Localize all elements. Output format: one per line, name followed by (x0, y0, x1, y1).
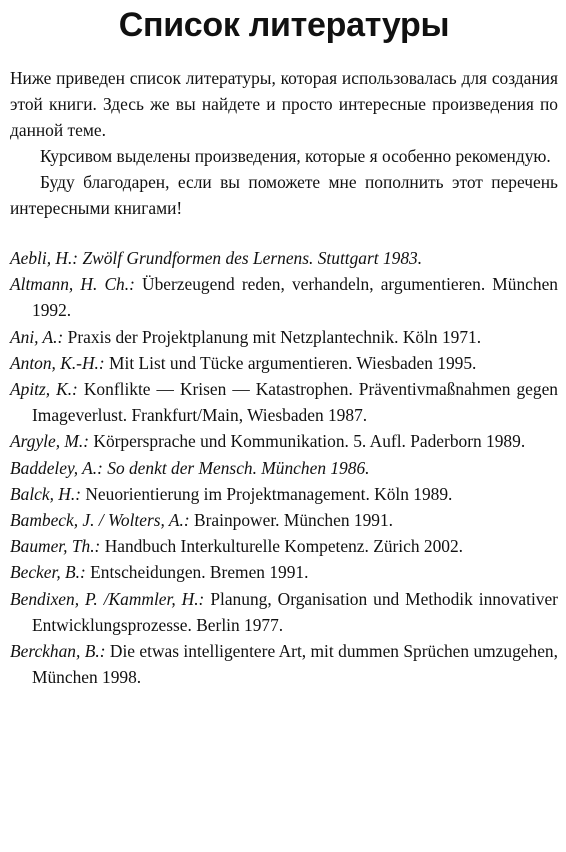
intro-paragraph: Курсивом выделены произведения, которые я особенно рекомендую. (40, 146, 551, 166)
reference-title: Überzeugend reden, verhandeln, argumentieren. München 1992. (32, 274, 558, 321)
reference-author: Anton, K.-H.: (10, 352, 105, 373)
reference-item (10, 245, 558, 271)
reference-item (10, 586, 558, 638)
reference-author: Becker, B.: (10, 562, 86, 583)
reference-title: Die etwas intelligentere Art, mit dummen Sprüchen umzugehen, München 1998. (32, 641, 558, 688)
reference-title: Neuorientierung im Projektmanagement. Köln 1989. (85, 483, 453, 504)
reference-item (10, 324, 558, 350)
reference-item (10, 533, 558, 559)
reference-item (10, 428, 558, 454)
book-page (10, 0, 558, 690)
reference-title: Konflikte — Krisen — Katastrophen. Präventivmaßnahmen gegen Imageverlust. Frankfurt/Main, Wiesbaden 1987. (32, 379, 558, 426)
reference-item (10, 481, 558, 507)
reference-item (10, 638, 558, 690)
reference-title: Brainpower. München 1991. (194, 510, 394, 531)
reference-item (10, 271, 558, 323)
intro-paragraph: Ниже приведен список литературы, которая использовалась для создания этой книги. Здесь же вы найдете и просто интересные произведения по данной теме. (10, 68, 558, 140)
reference-title: Körpersprache und Kommunikation. 5. Aufl. Paderborn 1989. (93, 431, 526, 452)
reference-author: Argyle, M.: (10, 431, 90, 452)
reference-title: Planung, Organisation und Methodik innovativer Entwicklungsprozesse. Berlin 1977. (32, 588, 558, 635)
reference-author: Aebli, H.: (10, 248, 79, 268)
reference-item (10, 559, 558, 585)
page-title: Список литературы (118, 6, 450, 44)
reference-title: So denkt der Mensch. München 1986. (107, 457, 370, 478)
intro-paragraph: Буду благодарен, если вы поможете мне пополнить этот перечень интересными книгами! (10, 172, 558, 218)
reference-author: Ani, A.: (10, 326, 64, 347)
reference-author: Apitz, K.: (10, 379, 78, 400)
reference-item (10, 350, 558, 376)
reference-author: Bendixen, P. /Kammler, H.: (10, 588, 205, 609)
reference-author: Balck, H.: (10, 483, 81, 504)
reference-item (10, 507, 558, 533)
reference-author: Bambeck, J. / Wolters, A.: (10, 510, 190, 531)
intro-text (10, 65, 558, 221)
reference-item (10, 455, 558, 481)
reference-title: Handbuch Interkulturelle Kompetenz. Zürich 2002. (104, 536, 464, 557)
reference-author: Baumer, Th.: (10, 536, 101, 557)
reference-title: Zwölf Grundformen des Lernens. Stuttgart 1983. (82, 248, 423, 268)
reference-item (10, 376, 558, 428)
reference-author: Altmann, H. Ch.: (10, 274, 135, 295)
reference-title: Praxis der Projektplanung mit Netzplantechnik. Köln 1971. (67, 326, 482, 347)
reference-list (10, 245, 558, 690)
reference-author: Berckhan, B.: (10, 641, 106, 662)
reference-title: Mit List und Tücke argumentieren. Wiesbaden 1995. (109, 352, 477, 373)
reference-title: Entscheidungen. Bremen 1991. (90, 562, 309, 583)
reference-author: Baddeley, A.: (10, 457, 103, 478)
